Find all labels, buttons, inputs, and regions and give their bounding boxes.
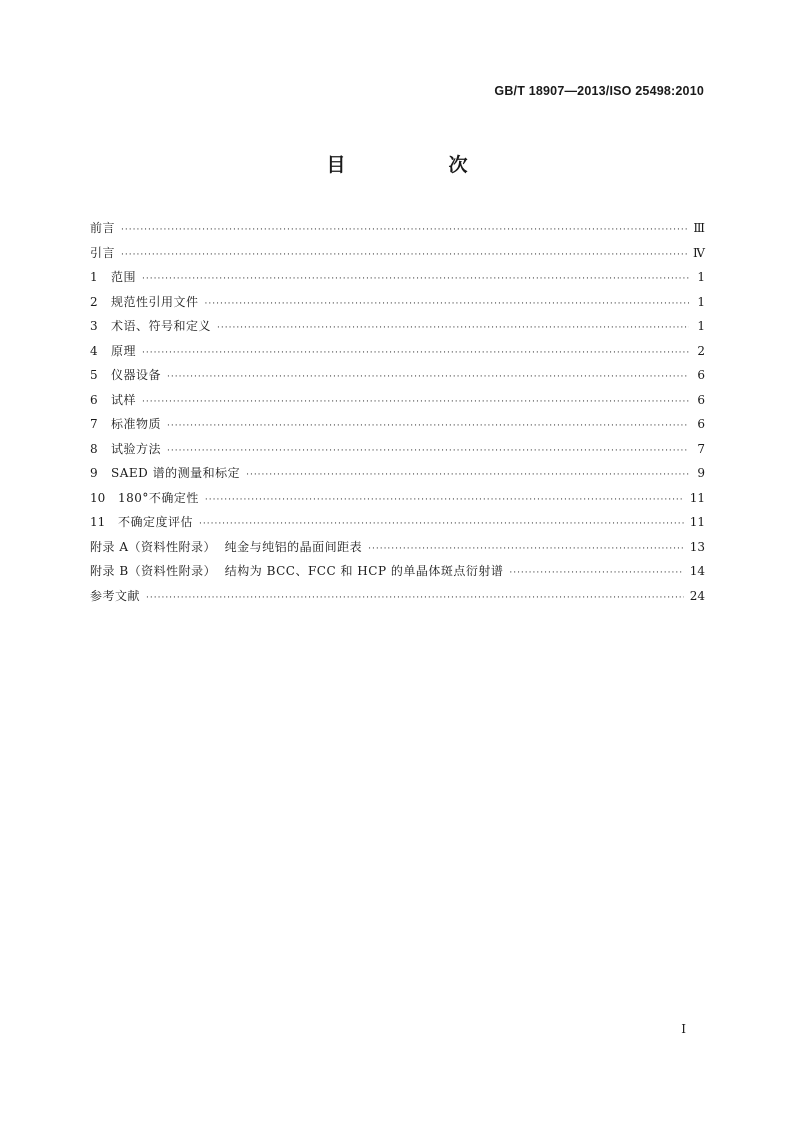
toc-dot-leader <box>368 537 684 562</box>
toc-entry-label: 试验方法 <box>111 441 162 456</box>
page-title: 目 次 <box>326 154 510 176</box>
document-code: GB/T 18907—2013/ISO 25498:2010 <box>494 84 704 98</box>
toc-dot-leader <box>142 341 689 366</box>
toc-entry-page: 6 <box>697 417 705 431</box>
toc-entry-normative-references[interactable] <box>90 290 705 315</box>
toc-entry-uncertainty[interactable] <box>90 510 705 535</box>
toc-entry-label: SAED 谱的测量和标定 <box>111 466 241 480</box>
toc-dot-leader <box>121 243 687 268</box>
toc-dot-leader <box>142 267 689 292</box>
toc-entry-number: 10 <box>90 490 106 505</box>
toc-entry-label: 规范性引用文件 <box>111 294 199 309</box>
toc-entry-page: 13 <box>689 539 705 554</box>
toc-entry-page: 6 <box>697 392 705 407</box>
toc-entry-180-ambiguity[interactable] <box>90 486 705 511</box>
toc-entry-page: 24 <box>689 588 705 603</box>
toc-dot-leader <box>167 439 689 464</box>
toc-dot-leader <box>509 561 683 586</box>
toc-entry-label: 附录 B（资料性附录） 结构为 BCC、FCC 和 HCP 的单晶体斑点衍射谱 <box>90 564 504 578</box>
toc-entry-label: 附录 A（资料性附录） 纯金与纯铝的晶面间距表 <box>90 539 363 554</box>
toc-entry-number: 4 <box>90 343 98 358</box>
toc-entry-principle[interactable] <box>90 339 705 364</box>
table-of-contents <box>90 216 705 608</box>
toc-dot-leader <box>205 488 684 513</box>
toc-entry-annex-a[interactable] <box>90 535 705 560</box>
toc-entry-introduction[interactable] <box>90 241 705 266</box>
toc-dot-leader <box>167 414 689 439</box>
toc-entry-annex-b[interactable] <box>90 559 705 584</box>
toc-entry-label: 试样 <box>111 392 137 407</box>
toc-entry-number: 9 <box>90 466 98 480</box>
toc-entry-label: 原理 <box>111 343 137 358</box>
toc-entry-scope[interactable] <box>90 265 705 290</box>
toc-entry-page: 11 <box>689 515 705 529</box>
toc-entry-number: 5 <box>90 368 98 382</box>
toc-entry-label: 参考文献 <box>90 588 141 603</box>
toc-entry-page: Ⅳ <box>693 245 705 260</box>
toc-entry-label: 180°不确定性 <box>118 490 199 505</box>
toc-entry-number: 7 <box>90 417 98 431</box>
toc-entry-apparatus[interactable] <box>90 363 705 388</box>
toc-entry-label: 引言 <box>90 245 116 260</box>
toc-entry-number: 3 <box>90 319 98 333</box>
toc-dot-leader <box>199 512 684 537</box>
toc-entry-page: 14 <box>689 564 705 578</box>
toc-entry-label: 前言 <box>90 221 116 235</box>
toc-entry-label: 标准物质 <box>111 417 162 431</box>
toc-entry-page: 1 <box>697 270 705 284</box>
toc-dot-leader <box>146 586 684 611</box>
toc-entry-number: 8 <box>90 441 98 456</box>
page-number: Ⅰ <box>681 1022 686 1036</box>
toc-entry-test-method[interactable] <box>90 437 705 462</box>
toc-entry-number: 2 <box>90 294 98 309</box>
toc-entry-page: 7 <box>697 441 705 456</box>
toc-entry-label: 范围 <box>111 270 137 284</box>
toc-entry-specimen[interactable] <box>90 388 705 413</box>
toc-entry-terms[interactable] <box>90 314 705 339</box>
toc-entry-foreword[interactable] <box>90 216 705 241</box>
toc-dot-leader <box>205 292 689 317</box>
toc-dot-leader <box>246 463 689 488</box>
toc-dot-leader <box>167 365 689 390</box>
toc-entry-page: 11 <box>689 490 705 505</box>
toc-entry-page: 2 <box>697 343 705 358</box>
toc-entry-number: 6 <box>90 392 98 407</box>
toc-entry-page: 6 <box>697 368 705 382</box>
toc-dot-leader <box>142 390 689 415</box>
toc-entry-label: 术语、符号和定义 <box>111 319 212 333</box>
toc-entry-page: 1 <box>697 294 705 309</box>
toc-entry-page: 1 <box>697 319 705 333</box>
toc-entry-number: 11 <box>90 515 106 529</box>
toc-entry-reference-materials[interactable] <box>90 412 705 437</box>
toc-entry-page: Ⅲ <box>693 221 705 235</box>
toc-entry-number: 1 <box>90 270 98 284</box>
toc-entry-saed-measurement[interactable] <box>90 461 705 486</box>
toc-dot-leader <box>217 316 689 341</box>
toc-dot-leader <box>121 218 687 243</box>
toc-entry-bibliography[interactable] <box>90 584 705 609</box>
toc-entry-label: 不确定度评估 <box>118 515 194 529</box>
toc-entry-page: 9 <box>697 466 705 480</box>
toc-entry-label: 仪器设备 <box>111 368 162 382</box>
